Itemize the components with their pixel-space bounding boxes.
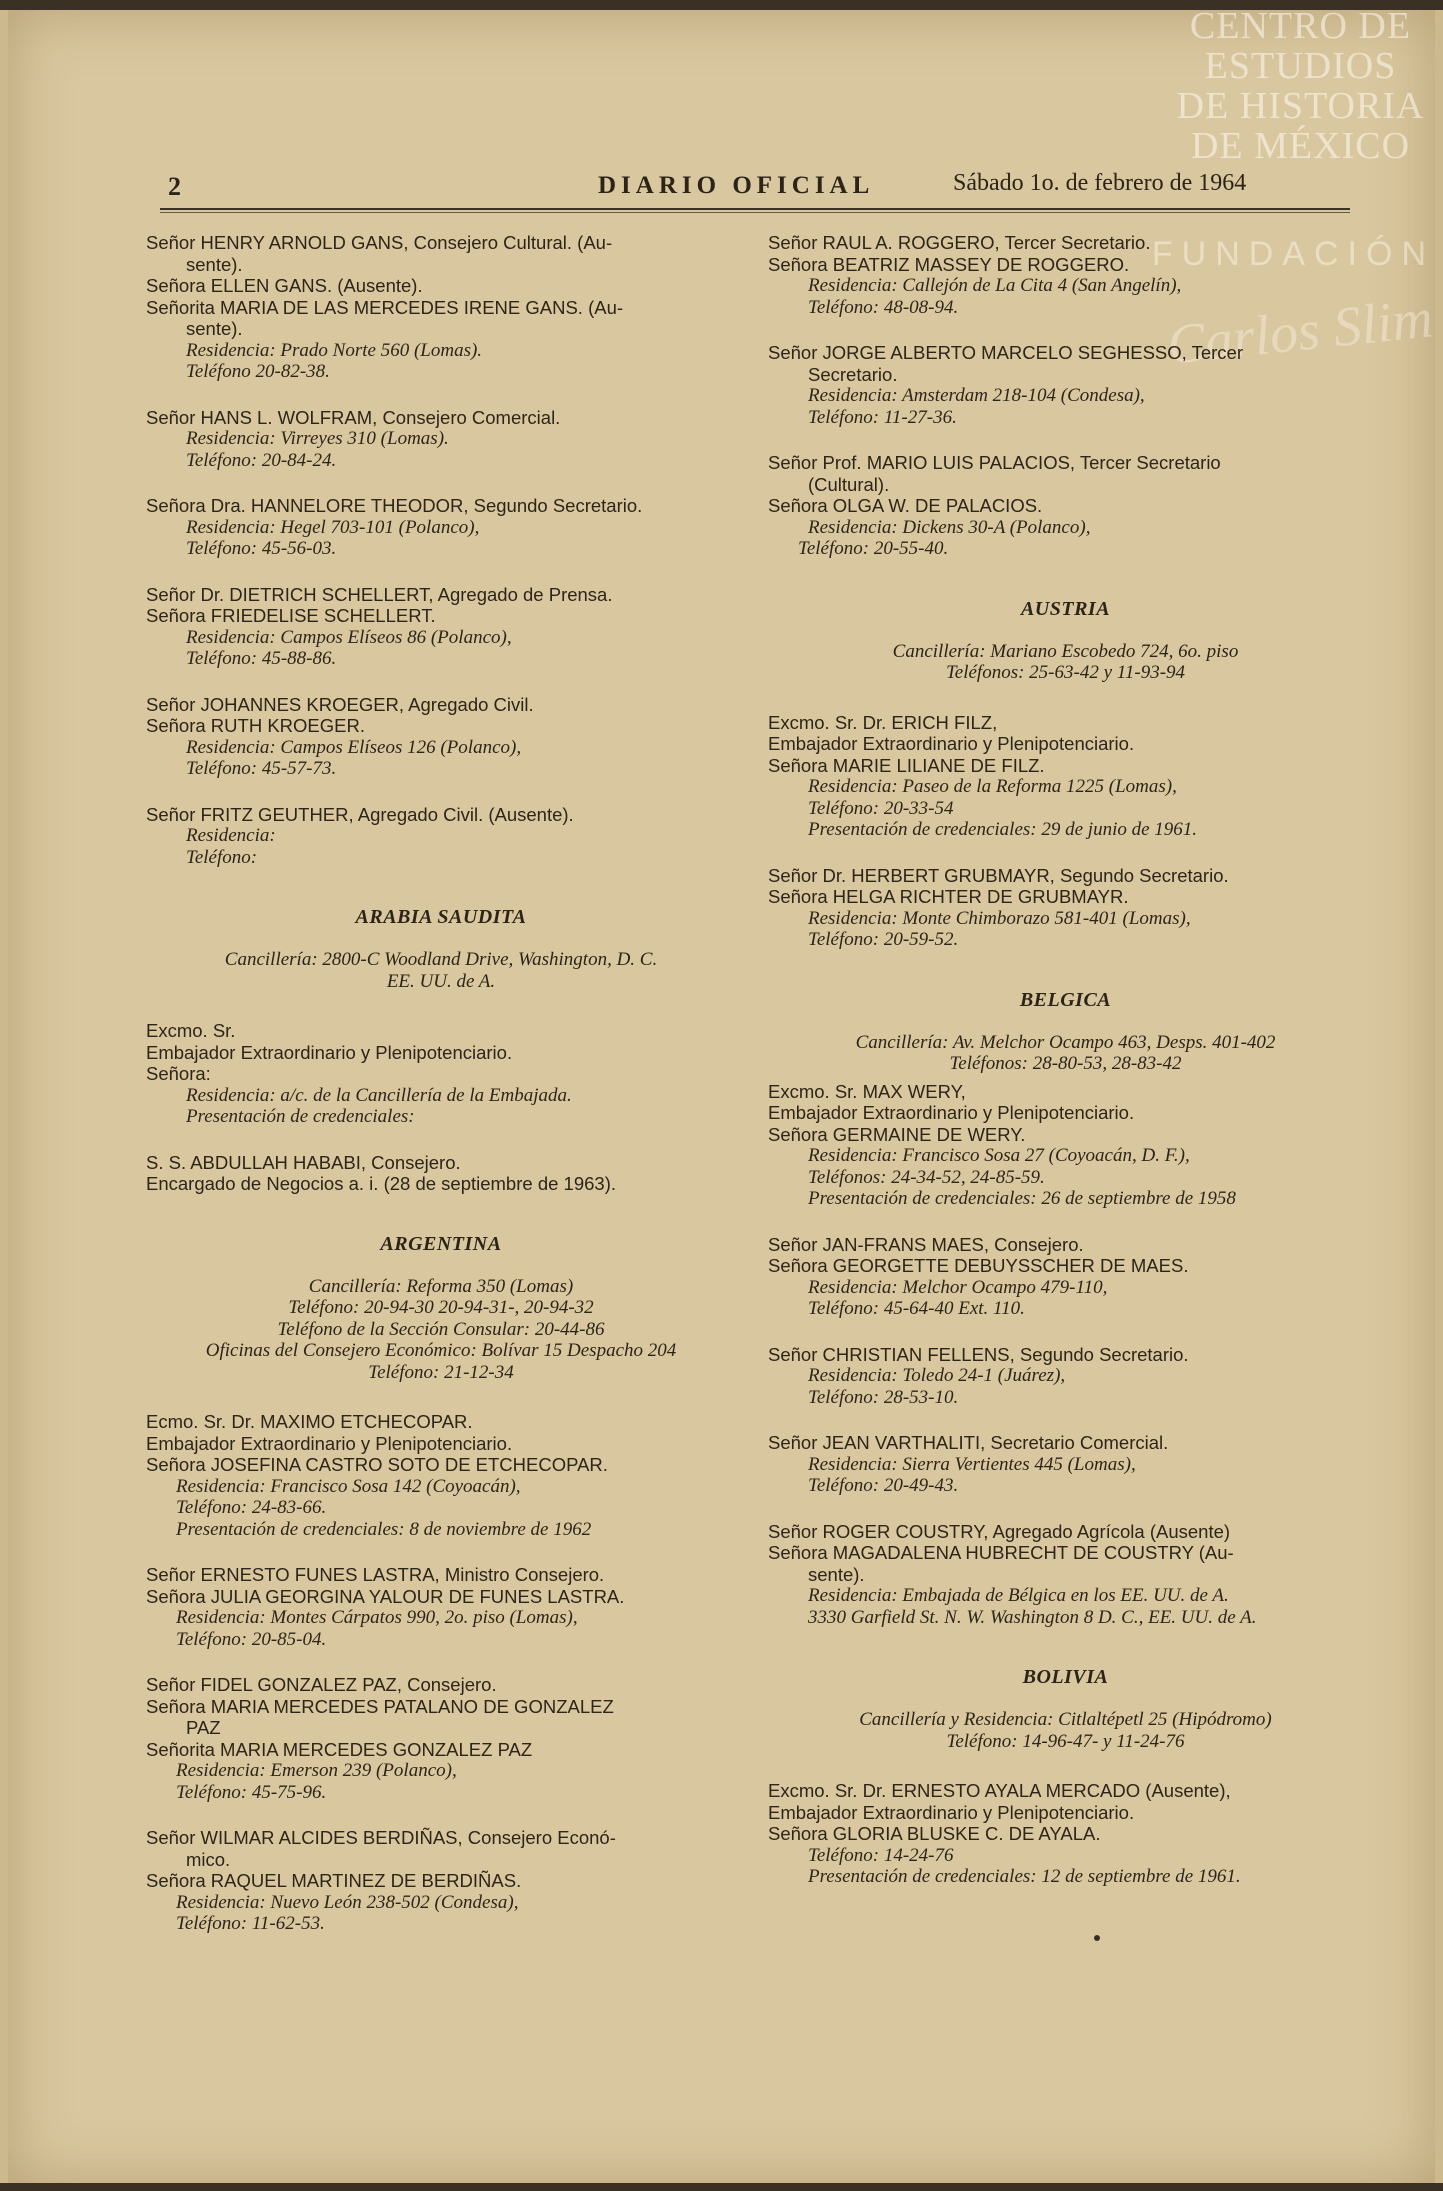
entry-line: Señora GERMAINE DE WERY. xyxy=(768,1123,1026,1145)
left-column xyxy=(146,232,736,1959)
header-rule-thin xyxy=(160,212,1350,213)
entry-line: mico. xyxy=(186,1848,231,1870)
entry-line: Señor JOHANNES KROEGER, Agregado Civil. xyxy=(146,693,534,715)
directory-entry xyxy=(146,694,736,780)
entry-line: Embajador Extraordinario y Plenipotenciario. xyxy=(146,1041,513,1063)
residence-line: Residencia: Callejón de La Cita 4 (San Angelín), xyxy=(808,275,1182,296)
entry-line: Ecmo. Sr. Dr. MAXIMO ETCHECOPAR. xyxy=(146,1411,473,1432)
phone-line: Teléfono: 24-83-66. xyxy=(176,1497,327,1518)
directory-entry xyxy=(768,1344,1363,1409)
residence-line: Residencia: Virreyes 310 (Lomas). xyxy=(186,428,449,449)
residence-line: Residencia: Montes Cárpatos 990, 2o. piso (Lomas), xyxy=(176,1607,578,1628)
directory-entry xyxy=(146,232,736,383)
entry-line: Señora MARIA MERCEDES PATALANO DE GONZALEZ xyxy=(146,1695,614,1717)
watermark-line: DE HISTORIA xyxy=(1176,85,1425,127)
journal-title: DIARIO OFICIAL xyxy=(598,172,875,199)
entry-line: sente). xyxy=(186,253,243,275)
directory-entry xyxy=(768,452,1363,560)
chancery-address xyxy=(768,1709,1363,1752)
watermark-line: DE MÉXICO xyxy=(1190,125,1411,167)
entry-line: Señor FIDEL GONZALEZ PAZ, Consejero. xyxy=(146,1674,497,1695)
residence-line: Residencia: Francisco Sosa 27 (Coyoacán, D. F.), xyxy=(808,1145,1190,1166)
residence-line: 3330 Garfield St. N. W. Washington 8 D. C., EE. UU. de A. xyxy=(808,1606,1257,1628)
country-heading-arabia: ARABIA SAUDITA xyxy=(355,906,527,928)
directory-entry xyxy=(768,712,1363,841)
phone-line: Teléfono: 20-33-54 xyxy=(808,797,954,819)
residence-line: Residencia: xyxy=(186,825,276,846)
phone-line: Teléfono: 20-55-40. xyxy=(798,538,949,559)
chancery-line: Teléfono: 20-94-30 20-94-31-, 20-94-32 xyxy=(288,1297,594,1318)
entry-line: Señor Prof. MARIO LUIS PALACIOS, Tercer Secretario xyxy=(768,452,1221,473)
chancery-address xyxy=(146,1276,736,1384)
entry-line: Señora FRIEDELISE SCHELLERT. xyxy=(146,605,436,626)
country-heading-bolivia: BOLIVIA xyxy=(1022,1666,1109,1688)
entry-line: sente). xyxy=(808,1563,865,1585)
header-rule xyxy=(160,208,1350,210)
directory-entry xyxy=(146,584,736,670)
watermark-line: ESTUDIOS xyxy=(1204,45,1397,87)
fundacion-watermark: FUNDACIÓN xyxy=(1151,235,1435,273)
chancery-line: Teléfonos: 28-80-53, 28-83-42 xyxy=(949,1053,1182,1074)
scan-bottom-edge xyxy=(0,2183,1443,2191)
credentials-line: Presentación de credenciales: 26 de septiembre de 1958 xyxy=(808,1188,1236,1209)
phone-line: Teléfono: 20-84-24. xyxy=(186,449,337,471)
residence-line: Residencia: a/c. de la Cancillería de la Embajada. xyxy=(186,1084,572,1106)
credentials-line: Presentación de credenciales: xyxy=(186,1106,415,1127)
chancery-line: Cancillería: Mariano Escobedo 724, 6o. piso xyxy=(892,640,1239,662)
chancery-line: Cancillería: Av. Melchor Ocampo 463, Desps. 401-402 xyxy=(855,1031,1276,1053)
phone-line: Teléfono: 45-88-86. xyxy=(186,648,337,669)
entry-line: Embajador Extraordinario y Plenipotenciario. xyxy=(768,733,1135,754)
entry-line: Excmo. Sr. Dr. ERNESTO AYALA MERCADO (Ausente), xyxy=(768,1780,1231,1801)
directory-entry xyxy=(768,342,1363,428)
entry-line: Señora BEATRIZ MASSEY DE ROGGERO. xyxy=(768,253,1130,275)
residence-line: Residencia: Melchor Ocampo 479-110, xyxy=(808,1276,1108,1298)
entry-line: Señora ELLEN GANS. (Ausente). xyxy=(146,275,423,296)
entry-line: Embajador Extraordinario y Plenipotenciario. xyxy=(768,1801,1135,1823)
directory-entry xyxy=(768,1234,1363,1320)
entry-line: Señor ROGER COUSTRY, Agregado Agrícola (Ausente) xyxy=(768,1520,1231,1542)
directory-entry xyxy=(146,1020,736,1128)
phone-line: Teléfono: 28-53-10. xyxy=(808,1386,959,1408)
directory-entry xyxy=(768,1432,1363,1497)
entry-line: Señor HENRY ARNOLD GANS, Consejero Cultural. (Au- xyxy=(146,232,613,253)
country-heading-austria: AUSTRIA xyxy=(1020,597,1111,620)
entry-line: Señora: xyxy=(146,1063,211,1084)
directory-entry xyxy=(768,1780,1363,1888)
directory-entry xyxy=(146,1827,736,1935)
entry-line: Señor CHRISTIAN FELLENS, Segundo Secretario. xyxy=(768,1343,1189,1365)
phone-line: Teléfono: 48-08-94. xyxy=(808,296,959,318)
entry-line: Señora OLGA W. DE PALACIOS. xyxy=(768,495,1043,516)
phone-line: Teléfonos: 24-34-52, 24-85-59. xyxy=(808,1166,1045,1188)
entry-line: Señor Dr. HERBERT GRUBMAYR, Segundo Secretario. xyxy=(768,864,1229,886)
entry-line: Señora RUTH KROEGER. xyxy=(146,715,365,736)
chancery-line: Teléfono de la Sección Consular: 20-44-86 xyxy=(277,1318,605,1340)
entry-line: PAZ xyxy=(186,1717,221,1738)
directory-entry xyxy=(146,495,736,560)
entry-line: Señor HANS L. WOLFRAM, Consejero Comercial. xyxy=(146,406,561,428)
credentials-line: Presentación de credenciales: 12 de septiembre de 1961. xyxy=(808,1866,1241,1887)
entry-line: Embajador Extraordinario y Plenipotenciario. xyxy=(146,1432,513,1454)
residence-line: Residencia: Prado Norte 560 (Lomas). xyxy=(186,339,483,361)
phone-line: Teléfono: 11-62-53. xyxy=(176,1913,325,1934)
residence-line: Residencia: Nuevo León 238-502 (Condesa), xyxy=(176,1891,519,1913)
issue-date: Sábado 1o. de febrero de 1964 xyxy=(953,170,1247,196)
chancery-line: EE. UU. de A. xyxy=(386,970,496,992)
chancery-line: Cancillería: 2800-C Woodland Drive, Washington, D. C. xyxy=(224,949,658,970)
phone-line: Teléfono: 20-59-52. xyxy=(808,929,959,950)
phone-line: Teléfono: 45-75-96. xyxy=(176,1781,327,1803)
residence-line: Residencia: Emerson 239 (Polanco), xyxy=(176,1760,457,1781)
directory-entry xyxy=(768,1521,1363,1629)
entry-line: Señor FRITZ GEUTHER, Agregado Civil. (Ausente). xyxy=(146,803,574,825)
phone-line: Teléfono: 45-57-73. xyxy=(186,758,337,779)
credentials-line: Presentación de credenciales: 29 de junio de 1961. xyxy=(808,819,1198,840)
entry-line: Señora GLORIA BLUSKE C. DE AYALA. xyxy=(768,1823,1101,1844)
entry-line: Señor WILMAR ALCIDES BERDIÑAS, Consejero Econó- xyxy=(146,1827,616,1848)
phone-line: Teléfono: 20-49-43. xyxy=(808,1475,959,1496)
chancery-line: Teléfono: 14-96-47- y 11-24-76 xyxy=(946,1730,1185,1752)
entry-line: Señorita MARIA DE LAS MERCEDES IRENE GANS. (Au- xyxy=(146,296,624,318)
entry-line: Señora Dra. HANNELORE THEODOR, Segundo Secretario. xyxy=(146,495,643,516)
country-heading-belgica: BELGICA xyxy=(1019,988,1112,1011)
residence-line: Residencia: Hegel 703-101 (Polanco), xyxy=(186,516,480,538)
entry-line: Señor JORGE ALBERTO MARCELO SEGHESSO, Tercer xyxy=(768,342,1243,363)
entry-line: Señor RAUL A. ROGGERO, Tercer Secretario. xyxy=(768,232,1151,253)
directory-entry xyxy=(146,1674,736,1803)
residence-line: Residencia: Dickens 30-A (Polanco), xyxy=(808,516,1091,538)
entry-line: Señora JOSEFINA CASTRO SOTO DE ETCHECOPAR. xyxy=(146,1454,608,1475)
residence-line: Residencia: Sierra Vertientes 445 (Lomas), xyxy=(808,1453,1136,1475)
directory-entry xyxy=(146,1152,736,1195)
directory-entry xyxy=(768,865,1363,951)
residence-line: Residencia: Embajada de Bélgica en los EE. UU. de A. xyxy=(808,1585,1229,1606)
entry-line: Embajador Extraordinario y Plenipotenciario. xyxy=(768,1102,1135,1123)
chancery-line: Teléfono: 21-12-34 xyxy=(368,1361,514,1383)
chancery-address xyxy=(768,1032,1363,1075)
entry-line: Señor JAN-FRANS MAES, Consejero. xyxy=(768,1233,1084,1255)
entry-line: S. S. ABDULLAH HABABI, Consejero. xyxy=(146,1151,461,1173)
phone-line: Teléfono: xyxy=(186,846,258,868)
entry-line: Señora MAGADALENA HUBRECHT DE COUSTRY (Au- xyxy=(768,1542,1234,1563)
directory-entry xyxy=(768,232,1363,318)
phone-line: Teléfono: 11-27-36. xyxy=(808,406,957,428)
entry-line: Señor JEAN VARTHALITI, Secretario Comercial. xyxy=(768,1432,1169,1453)
entry-line: Señora MARIE LILIANE DE FILZ. xyxy=(768,754,1045,776)
phone-line: Teléfono: 14-24-76 xyxy=(808,1844,954,1866)
entry-line: Excmo. Sr. MAX WERY, xyxy=(768,1080,966,1102)
directory-entry xyxy=(146,804,736,869)
residence-line: Residencia: Toledo 24-1 (Juárez), xyxy=(808,1365,1066,1386)
phone-line: Teléfono: 20-85-04. xyxy=(176,1628,327,1650)
chancery-address xyxy=(146,949,736,992)
phone-line: Teléfono: 45-56-03. xyxy=(186,538,337,559)
entry-line: Señorita MARIA MERCEDES GONZALEZ PAZ xyxy=(146,1738,533,1760)
entry-line: Encargado de Negocios a. i. (28 de septiembre de 1963). xyxy=(146,1173,616,1194)
phone-line: Teléfono: 45-64-40 Ext. 110. xyxy=(808,1298,1025,1319)
entry-line: Señora GEORGETTE DEBUYSSCHER DE MAES. xyxy=(768,1255,1189,1276)
chancery-line: Cancillería: Reforma 350 (Lomas) xyxy=(308,1275,574,1297)
residence-line: Residencia: Amsterdam 218-104 (Condesa), xyxy=(808,385,1145,406)
residence-line: Residencia: Campos Elíseos 86 (Polanco), xyxy=(186,626,512,648)
entry-line: Excmo. Sr. xyxy=(146,1020,236,1041)
residence-line: Residencia: Francisco Sosa 142 (Coyoacán), xyxy=(176,1475,521,1497)
residence-line: Residencia: Campos Elíseos 126 (Polanco), xyxy=(186,736,522,758)
page-header xyxy=(168,168,1348,208)
directory-entry xyxy=(768,1081,1363,1210)
directory-entry xyxy=(146,407,736,472)
credentials-line: Presentación de credenciales: 8 de noviembre de 1962 xyxy=(176,1518,592,1540)
entry-line: Señora RAQUEL MARTINEZ DE BERDIÑAS. xyxy=(146,1870,522,1891)
country-heading-argentina: ARGENTINA xyxy=(380,1232,502,1255)
right-column xyxy=(768,232,1363,1912)
chancery-address xyxy=(768,641,1363,684)
entry-line: Señor Dr. DIETRICH SCHELLERT, Agregado de Prensa. xyxy=(146,583,613,605)
residence-line: Residencia: Paseo de la Reforma 1225 (Lomas), xyxy=(808,776,1177,797)
entry-line: sente). xyxy=(186,318,243,339)
entry-line: Señora HELGA RICHTER DE GRUBMAYR. xyxy=(768,886,1129,907)
directory-entry xyxy=(146,1564,736,1650)
chancery-line: Teléfonos: 25-63-42 y 11-93-94 xyxy=(945,662,1186,683)
ink-dot xyxy=(1094,1935,1100,1941)
entry-line: Señora JULIA GEORGINA YALOUR DE FUNES LASTRA. xyxy=(146,1585,625,1607)
phone-line: Teléfono 20-82-38. xyxy=(186,361,330,382)
chancery-line: Cancillería y Residencia: Citlaltépetl 25 (Hipódromo) xyxy=(859,1709,1272,1730)
entry-line: Secretario. xyxy=(808,363,898,385)
residence-line: Residencia: Monte Chimborazo 581-401 (Lomas), xyxy=(808,907,1191,929)
entry-line: Señor ERNESTO FUNES LASTRA, Ministro Consejero. xyxy=(146,1564,605,1585)
entry-line: (Cultural). xyxy=(808,473,890,495)
directory-entry xyxy=(146,1411,736,1540)
entry-line: Excmo. Sr. Dr. ERICH FILZ, xyxy=(768,711,998,733)
signature-watermark: Carlos Slim xyxy=(1164,287,1436,377)
watermark-line: CENTRO DE xyxy=(1189,5,1412,47)
archive-watermark xyxy=(1168,6,1433,166)
page-number: 2 xyxy=(168,172,181,201)
chancery-line: Oficinas del Consejero Económico: Bolívar 15 Despacho 204 xyxy=(205,1340,677,1361)
